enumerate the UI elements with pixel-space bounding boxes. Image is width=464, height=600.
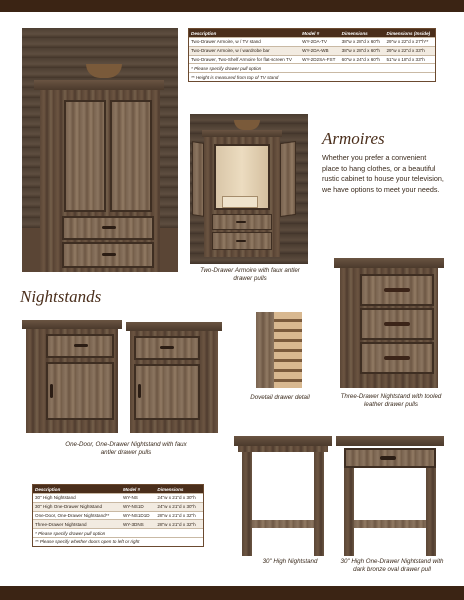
table-cell: WY-2D2SA-FST bbox=[300, 55, 339, 63]
table-header-model: Model # bbox=[300, 29, 339, 38]
table-cell: WY-NS bbox=[121, 494, 155, 503]
table-row bbox=[189, 55, 435, 63]
table-cell: 38"w x 28"d x 60"h bbox=[340, 38, 385, 47]
table-cell: 28"w x 21"d x 32"h bbox=[155, 511, 203, 520]
thirty-inch-one-drawer-caption: 30" High One-Drawer Nightstand with dark bronze oval drawer pull bbox=[340, 558, 444, 573]
top-band bbox=[0, 0, 464, 12]
armoire-photo-open bbox=[190, 114, 308, 264]
table-header-dimensions: Dimensions bbox=[155, 485, 203, 494]
table-cell: 38"w x 28"d x 60"h bbox=[340, 46, 385, 55]
three-drawer-nightstand-photo bbox=[334, 258, 444, 390]
table-note: ** Height is measured from top of TV stand bbox=[189, 72, 435, 81]
table-cell: 51"w x 18"d x 33"h bbox=[385, 55, 436, 63]
dovetail-detail-photo bbox=[256, 312, 302, 388]
table-row bbox=[33, 520, 203, 528]
armoires-heading: Armoires bbox=[322, 129, 385, 148]
table-note: ** Please specify whether doors open to left or right bbox=[33, 537, 203, 546]
table-cell: 24"w x 21"d x 30"h bbox=[155, 494, 203, 503]
table-cell: Two-Drawer, Two-Shelf Armoire for flat-screen TV bbox=[189, 55, 300, 63]
table-row bbox=[189, 38, 435, 47]
table-row bbox=[189, 46, 435, 55]
table-cell: WY-2DA-WB bbox=[300, 46, 339, 55]
table-cell: 24"w x 21"d x 30"h bbox=[155, 502, 203, 511]
table-cell: 30" High One-Drawer Nightstand bbox=[33, 502, 121, 511]
table-cell: WY-3DNS bbox=[121, 520, 155, 528]
table-cell: 60"w x 24"d x 60"h bbox=[340, 55, 385, 63]
table-header-model: Model # bbox=[121, 485, 155, 494]
table-cell: WY-NS1D bbox=[121, 502, 155, 511]
table-note: * Please specify drawer pull option bbox=[33, 528, 203, 537]
nightstand-one-door-caption: One-Door, One-Drawer Nightstand with faux antler drawer pulls bbox=[65, 441, 187, 456]
bottom-band bbox=[0, 586, 464, 600]
nightstand-photo-one-door-left bbox=[22, 320, 122, 438]
nightstand-photo-one-door-right bbox=[126, 322, 222, 438]
armoires-description: Whether you prefer a convenient place to hang clothes, or a beautiful rustic cabinet to house your television, we have options to meet your needs. bbox=[322, 153, 444, 194]
dovetail-caption: Dovetail drawer detail bbox=[250, 394, 310, 401]
nightstands-heading: Nightstands bbox=[20, 287, 102, 306]
thirty-inch-nightstand-photo bbox=[234, 436, 332, 556]
table-cell: 30" High Nightstand bbox=[33, 494, 121, 503]
table-cell: Two-Drawer Armoire, w / wardrobe bar bbox=[189, 46, 300, 55]
table-cell: Three-Drawer Nightstand bbox=[33, 520, 121, 528]
table-cell: WY-2DA-TV bbox=[300, 38, 339, 47]
table-row bbox=[33, 494, 203, 503]
table-cell: 29"w x 22"d x 27"h** bbox=[385, 38, 436, 47]
nightstand-spec-table bbox=[32, 484, 204, 547]
table-header-description: Description bbox=[189, 29, 300, 38]
table-header-description: Description bbox=[33, 485, 121, 494]
table-cell: One-Door, One-Drawer Nightstand** bbox=[33, 511, 121, 520]
table-row bbox=[33, 511, 203, 520]
table-header-dimensions-inside: Dimensions (Inside) bbox=[385, 29, 436, 38]
armoire-caption: Two-Drawer Armoire with faux antler drawer pulls bbox=[200, 267, 300, 282]
thirty-inch-one-drawer-photo bbox=[336, 436, 444, 556]
three-drawer-caption: Three-Drawer Nightstand with tooled leather drawer pulls bbox=[340, 393, 442, 408]
table-cell: 28"w x 21"d x 32"h bbox=[155, 520, 203, 528]
table-note: * Please specify drawer pull option bbox=[189, 63, 435, 72]
table-cell: 29"w x 22"d x 33"h bbox=[385, 46, 436, 55]
armoire-photo-large bbox=[22, 28, 178, 272]
thirty-inch-caption: 30" High Nightstand bbox=[262, 558, 318, 565]
armoire-spec-table bbox=[188, 28, 436, 82]
table-header-dimensions: Dimensions bbox=[340, 29, 385, 38]
table-cell: Two-Drawer Armoire, w / TV stand bbox=[189, 38, 300, 47]
table-cell: WY-NS1D1D bbox=[121, 511, 155, 520]
table-row bbox=[33, 502, 203, 511]
